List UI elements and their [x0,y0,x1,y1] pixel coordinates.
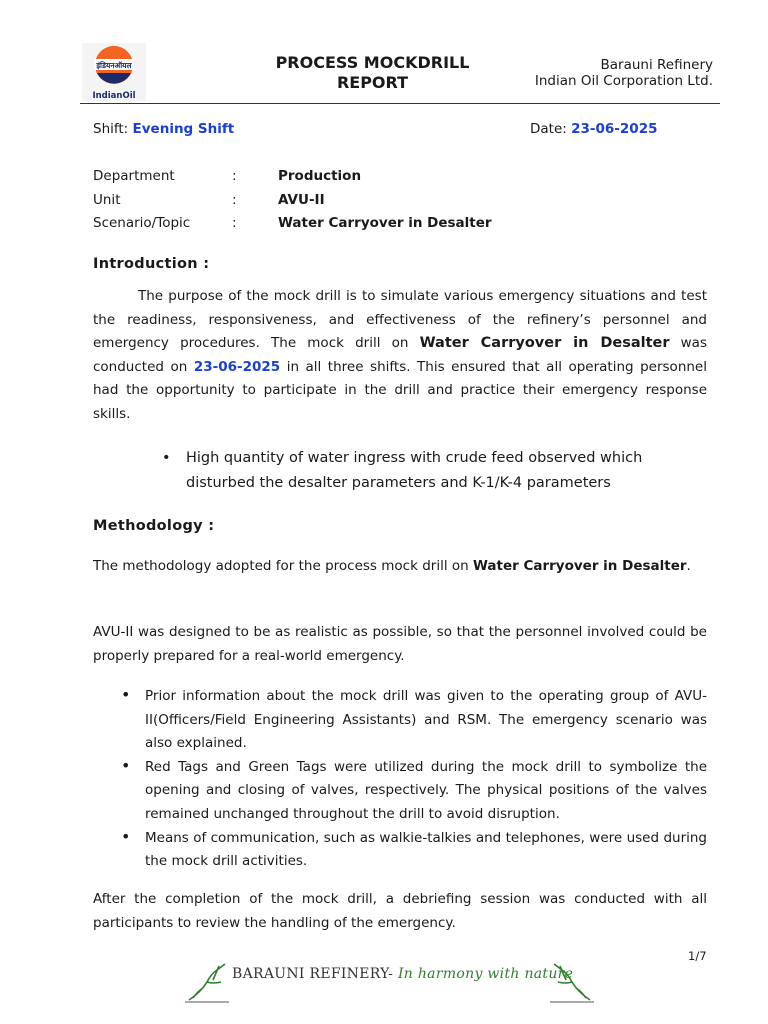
list-item: • Red Tags and Green Tags were utilized during the mock drill to symbolize the opening and closing of valves, respectively. The physical positions of the valves remained unchanged throughout the drill to avoid disruption. [121,755,707,822]
company-line1: Barauni Refinery [600,57,713,73]
methodology-heading: Methodology : [93,518,215,534]
logo-hindi-text: इंडियनऑयल [96,61,132,70]
deer-left-icon [183,962,231,1004]
company-block [535,57,713,89]
debriefing-paragraph: After the completion of the mock drill, a debriefing session was conducted with all participants to review the handling of the emergency. [93,891,707,931]
date-value: 23-06-2025 [571,121,658,137]
page-number: 1/7 [688,949,707,963]
header-divider [80,103,720,104]
indianoil-logo-icon [82,43,146,101]
deer-right-icon [548,962,596,1004]
company-line2: Indian Oil Corporation Ltd. [534,73,713,89]
list-item: • Prior information about the mock drill was given to the operating group of AVU-II(Officers/Field Engineering Assistants) and RSM. The emergency scenario was also explained. [121,685,707,752]
date-field: Date: 23-06-2025 [530,121,658,137]
indianoil-logo [82,43,146,101]
introduction-heading: Introduction : [93,256,210,272]
list-item: • High quantity of water ingress with crude feed observed which disturbed the desalter parameters and K-1/K-4 parameters [162,450,643,491]
list-item: • Means of communication, such as walkie-talkies and telephones, were used during the mock drill activities. [121,826,707,870]
shift-field: Shift: Evening Shift [93,121,235,137]
report-title: PROCESS MOCKDRILL REPORT [275,53,470,92]
methodology-bullets [121,685,707,874]
methodology-design: AVU-II was designed to be as realistic as possible, so that the personnel involved could be properly prepared for a real-world emergency. [93,624,707,664]
introduction-bullets [162,446,686,496]
shift-value: Evening Shift [132,121,235,137]
logo-text: IndianOil [92,91,136,101]
footer-brand: BARAUNI REFINERY- In harmony with nature [232,966,574,982]
methodology-intro: The methodology adopted for the process mock drill on Water Carryover in Desalter. [93,558,691,574]
introduction-paragraph: The purpose of the mock drill is to simulate various emergency situations and test the readiness, responsiveness, and effectiveness of the refinery’s personnel and emergency procedures. The mock drill on Water Carryover in Desalter was conducted on 23-06-2025 in all three shifts. This ensured that all operating personnel had the opportunity to participate in the drill and practice their emergency response skills. [93,288,707,422]
